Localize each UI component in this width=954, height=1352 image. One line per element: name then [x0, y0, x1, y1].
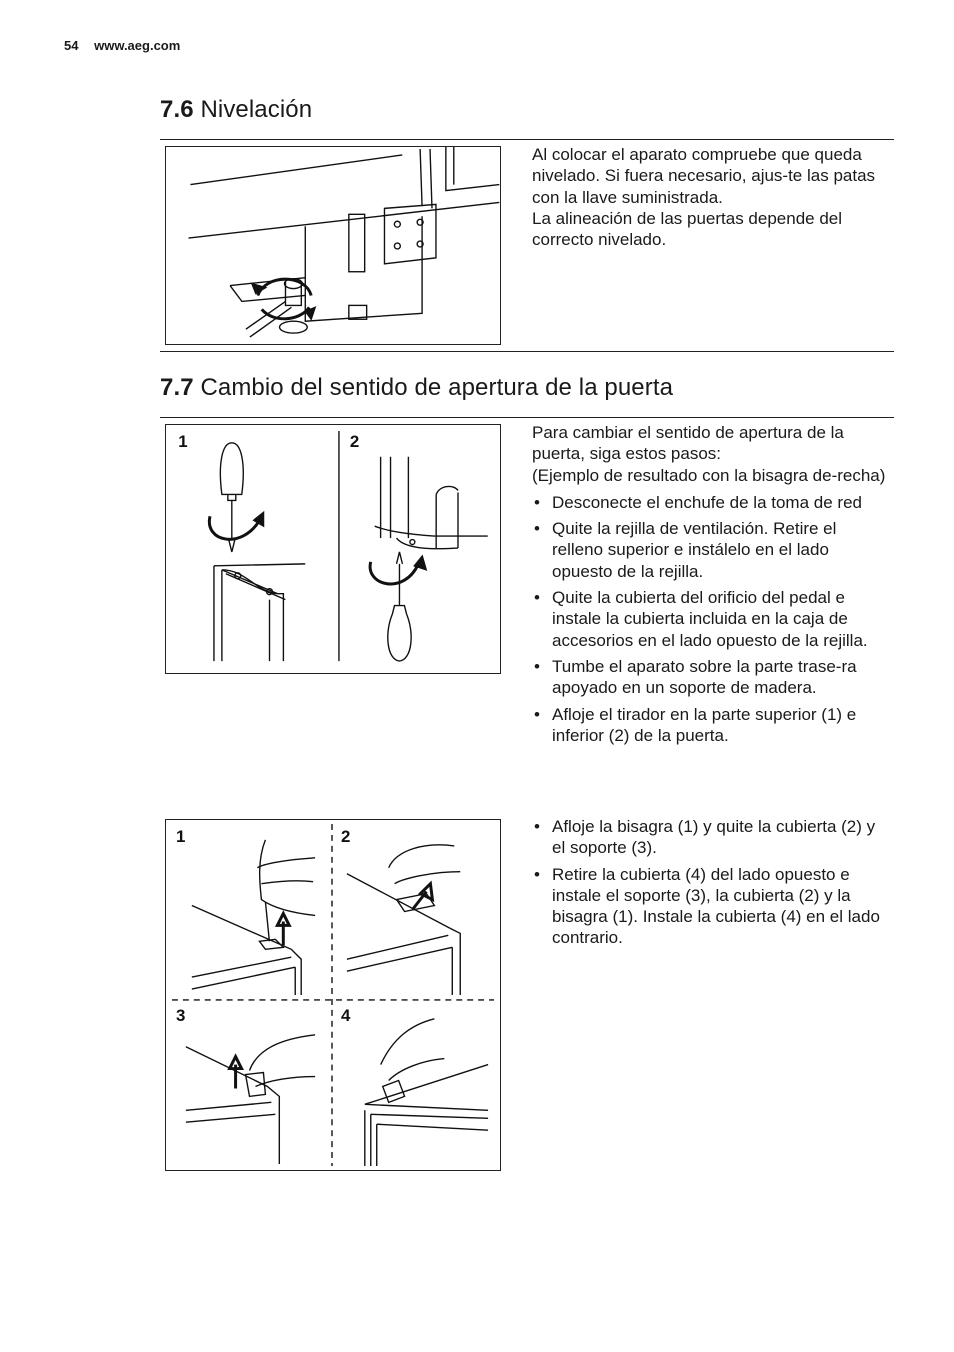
figure-label: 1 [178, 431, 188, 451]
figure-label: 2 [349, 431, 360, 451]
section-number: 7.6 [160, 96, 194, 123]
site-url[interactable]: www.aeg.com [94, 38, 181, 53]
list-item: • Quite la cubierta del orificio del pedal e instale la cubierta incluida en la caja de accesorios en el lado opuesto de la rejilla. [532, 587, 887, 651]
list-item: • Tumbe el aparato sobre la parte trase-ra apoyado en un soporte de madera. [532, 656, 887, 699]
section-heading-nivelacion [160, 96, 312, 124]
door-reversal-text-b [532, 816, 887, 954]
section-number: 7.7 [160, 374, 194, 401]
steps-list [532, 492, 887, 746]
figure-label: 3 [175, 1005, 186, 1025]
hinge-steps-illustration [165, 819, 501, 1171]
paragraph: Al colocar el aparato compruebe que queda nivelado. Si fuera necesario, ajus-te las patas con la llave suministrada. [532, 145, 876, 207]
section-title: Nivelación [200, 96, 313, 123]
section-title: Cambio del sentido de apertura de la puerta [200, 374, 674, 401]
leveling-illustration [165, 146, 501, 345]
figure-label: 4 [340, 1005, 351, 1025]
section-heading-door-reversal [160, 374, 673, 402]
list-item: • Afloje la bisagra (1) y quite la cubierta (2) y el soporte (3). [532, 816, 887, 859]
steps-list [532, 816, 887, 949]
figure-label: 1 [175, 826, 186, 846]
paragraph: Para cambiar el sentido de apertura de la puerta, siga estos pasos: [532, 423, 844, 464]
handle-removal-illustration [165, 424, 501, 674]
section-rule [160, 417, 894, 418]
list-item: • Retire la cubierta (4) del lado opuesto e instale el soporte (3), la cubierta (2) y la bisagra (1). Instale la cubierta (4) en el lado contrario. [532, 864, 887, 949]
page-header [64, 38, 180, 53]
door-reversal-text-a [532, 422, 887, 751]
list-item: • Quite la rejilla de ventilación. Retire el relleno superior e instálelo en el lado opuesto de la rejilla. [532, 518, 887, 582]
leveling-text [532, 144, 887, 250]
list-item: • Desconecte el enchufe de la toma de red [532, 492, 887, 513]
paragraph: La alineación de las puertas depende del correcto nivelado. [532, 208, 843, 250]
figure-label: 2 [340, 826, 351, 846]
paragraph: (Ejemplo de resultado con la bisagra de-recha) [532, 465, 886, 485]
list-item: • Afloje el tirador en la parte superior (1) e inferior (2) de la puerta. [532, 704, 887, 747]
section-rule [160, 139, 894, 140]
page-number: 54 [64, 38, 79, 53]
section-rule [160, 351, 894, 352]
